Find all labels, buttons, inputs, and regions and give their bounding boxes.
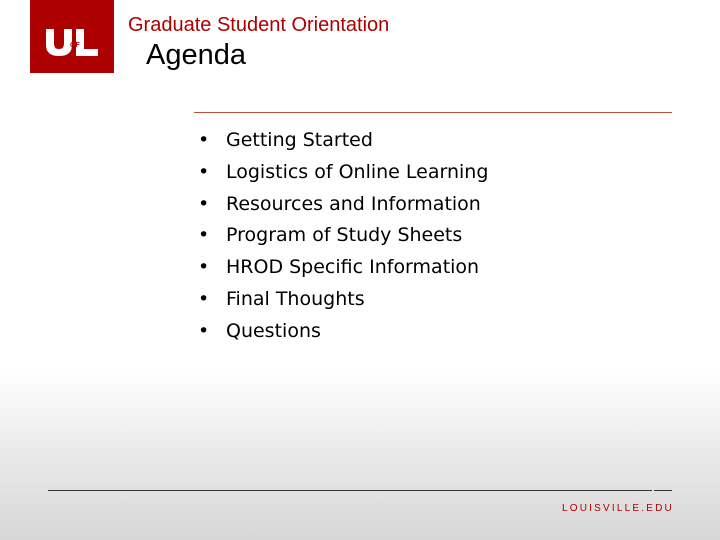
agenda-item [198,189,488,221]
bullet-icon: • [198,256,210,279]
presentation-subtitle: Graduate Student Orientation [128,14,390,36]
agenda-item-label: HROD Specific Information [226,256,480,279]
bullet-icon: • [198,319,210,342]
bullet-icon: • [198,160,210,183]
bullet-icon: • [198,287,210,310]
logo-icon [30,0,114,73]
agenda-item-label: Program of Study Sheets [226,224,463,247]
bullet-icon: • [198,192,210,215]
footer-website: LOUISVILLE.EDU [562,503,674,514]
agenda-item [198,125,488,157]
footer-divider [48,490,652,491]
agenda-item-label: Logistics of Online Learning [226,160,489,183]
slide-title: Agenda [146,39,246,71]
agenda-item-label: Questions [226,319,321,342]
footer-divider-tick [654,490,672,491]
agenda-item-label: Getting Started [226,129,373,151]
agenda-item [198,252,488,284]
bullet-icon: • [198,129,210,151]
agenda-item [198,316,488,348]
agenda-item [198,157,488,189]
agenda-item [198,220,488,252]
title-divider [194,112,672,113]
svg-text:OF: OF [70,42,80,49]
agenda-item-label: Final Thoughts [226,287,365,310]
agenda-list [198,125,488,348]
university-logo [30,0,114,73]
agenda-item-label: Resources and Information [226,192,481,215]
bullet-icon: • [198,224,210,247]
agenda-item [198,284,488,316]
